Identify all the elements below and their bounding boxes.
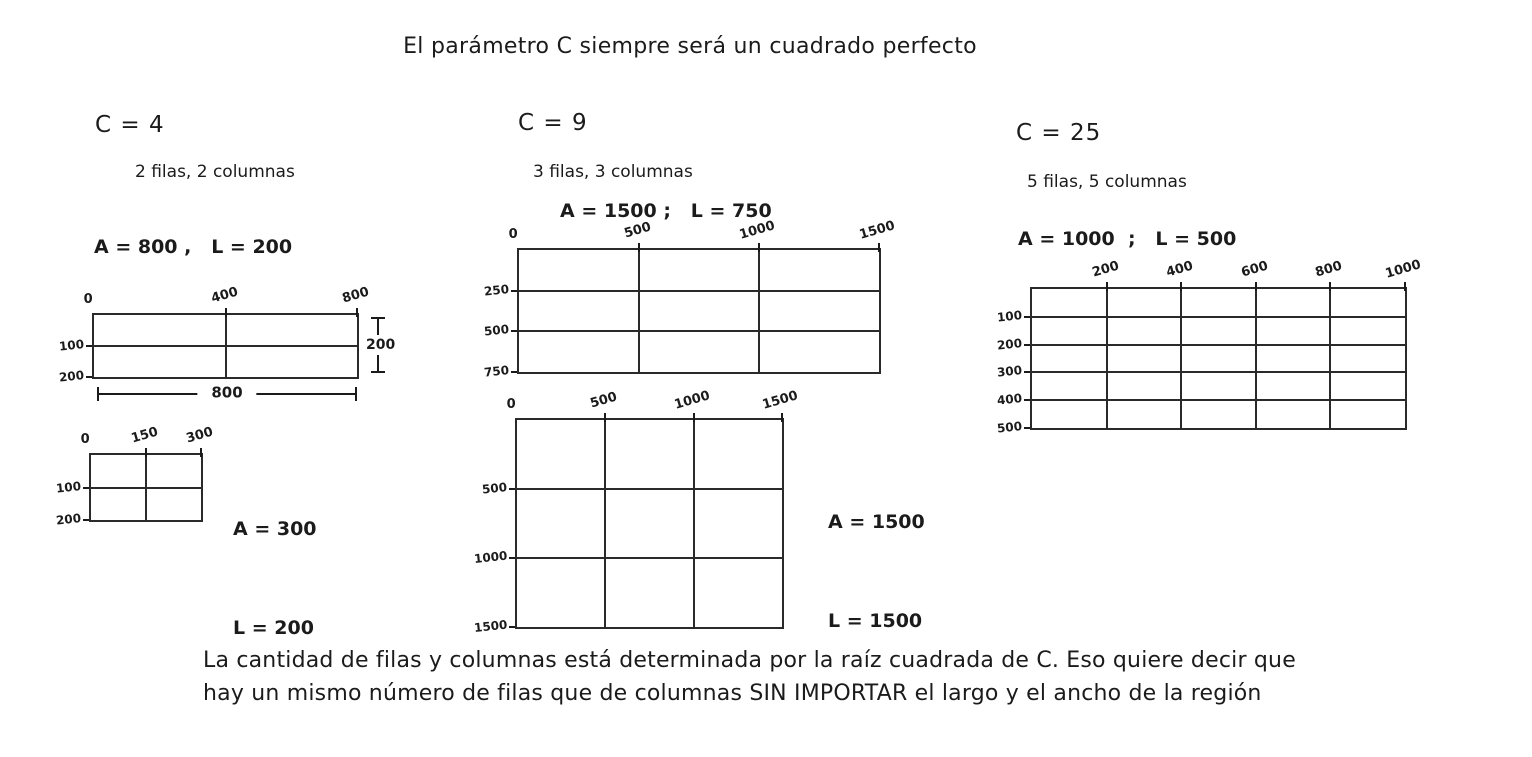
y-axis-tick [83,487,89,489]
grid-c4-small [55,424,215,528]
y-axis-label: 200 [996,335,1023,353]
grid-vline [1106,289,1108,428]
x-axis-label: 400 [1164,258,1195,281]
y-axis-label: 100 [58,337,85,354]
y-axis-tick [511,290,517,292]
x-axis-label: 0 [80,432,90,447]
grid-hline [1032,371,1405,373]
y-axis-tick [1024,399,1030,401]
x-axis-label: 0 [508,227,518,242]
grid-vline [604,420,606,627]
y-axis-tick [1024,427,1030,429]
grid-hline [94,345,357,347]
y-axis-label: 100 [996,307,1023,325]
section-c25-params: A = 1000 ; L = 500 [1018,228,1237,250]
y-axis-tick [1024,371,1030,373]
x-axis-label: 0 [83,292,93,307]
x-axis-label: 1000 [737,218,777,243]
y-axis-label: 1500 [472,617,508,636]
x-axis-label: 0 [506,397,516,412]
annotation-line-l: L = 200 [233,617,314,639]
x-axis-tick [693,413,695,422]
grid-vline [1255,289,1257,428]
section-c9-params: A = 1500 ; L = 750 [560,200,772,222]
grid-hline [519,290,879,292]
y-axis-tick [511,371,517,373]
y-axis-tick [83,519,89,521]
grid-hline [1032,316,1405,318]
grid-vline [758,250,760,372]
grid-c25 [996,257,1423,436]
height-dimension-label: 200 [366,337,396,353]
y-axis-label: 200 [58,368,85,385]
y-axis-tick [509,557,515,559]
grid-hline [1032,399,1405,401]
x-axis-tick [781,413,783,422]
y-axis-label: 500 [996,419,1023,436]
x-axis-tick [758,243,760,252]
bracket-cap [371,371,385,373]
y-axis-label: 200 [55,511,82,528]
y-axis-label: 100 [55,478,82,496]
footer-note [203,644,1296,710]
section-c9-subheading: 3 filas, 3 columnas [533,162,693,182]
grid-vline [693,420,695,627]
x-axis-label: 500 [588,389,620,412]
grid-hline [1032,344,1405,346]
x-axis-tick [638,243,640,252]
section-c4-params: A = 800 , L = 200 [94,236,293,258]
y-axis-label: 300 [996,363,1023,380]
grid-vline [1329,289,1331,428]
x-axis-label: 600 [1239,258,1270,281]
grid-hline [517,488,782,490]
annotation-line-a: A = 1500 [828,511,925,533]
x-axis-tick [1255,282,1257,291]
x-axis-tick [878,243,880,252]
grid-vline [1180,289,1182,428]
width-dimension-bracket [97,383,357,402]
x-axis-tick [145,448,147,457]
bracket-cap [97,387,99,401]
x-axis-label: 300 [184,424,215,447]
annotation-line-l: L = 1500 [828,610,923,632]
x-axis-tick [1106,282,1108,291]
grid-c9-bottom [472,388,800,636]
grid-hline [91,487,201,489]
x-axis-label: 800 [1313,258,1345,281]
bracket-cap [371,317,385,319]
y-axis-tick [511,330,517,332]
grid-vline [638,250,640,372]
section-c4-subheading: 2 filas, 2 columnas [135,162,295,182]
x-axis-label: 500 [622,219,653,242]
section-c4-heading: C = 4 [95,112,165,138]
x-axis-label: 200 [1090,258,1121,281]
x-axis-label: 400 [209,284,240,307]
section-c25-heading: C = 25 [1016,120,1102,146]
y-axis-tick [1024,316,1030,318]
grid-c4-main [58,284,396,402]
x-axis-tick [1180,282,1182,291]
x-axis-tick [225,308,227,317]
y-axis-tick [509,488,515,490]
x-axis-label: 1500 [760,388,800,413]
footer-line-1: La cantidad de filas y columnas está determinada por la raíz cuadrada de C. Eso quiere decir que [203,648,1296,673]
grid-hline [517,557,782,559]
grid-c9-top [483,218,897,380]
grid-hline [519,330,879,332]
section-c9-heading: C = 9 [518,110,588,136]
y-axis-label: 250 [483,281,510,299]
width-dimension-label: 800 [197,384,256,402]
y-axis-tick [86,345,92,347]
y-axis-label: 500 [483,322,510,339]
bracket-cap [355,387,357,401]
x-axis-label: 800 [340,284,371,307]
section-c25-subheading: 5 filas, 5 columnas [1027,172,1187,192]
y-axis-tick [1024,344,1030,346]
x-axis-tick [200,448,202,457]
x-axis-label: 150 [129,424,160,447]
y-axis-label: 500 [481,480,508,497]
y-axis-label: 400 [996,391,1023,408]
annotation-line-a: A = 300 [233,518,317,540]
height-dimension-bracket [366,317,396,373]
y-axis-label: 750 [483,363,510,380]
y-axis-tick [86,376,92,378]
x-axis-tick [604,413,606,422]
x-axis-tick [1404,282,1406,291]
x-axis-label: 1000 [1383,257,1423,282]
x-axis-tick [356,308,358,317]
x-axis-label: 1500 [857,218,897,243]
y-axis-tick [509,626,515,628]
x-axis-tick [1329,282,1331,291]
y-axis-label: 1000 [472,548,508,566]
page-title: El parámetro C siempre será un cuadrado perfecto [403,34,977,59]
footer-line-2: hay un mismo número de filas que de columnas SIN IMPORTAR el largo y el ancho de la región [203,681,1262,706]
x-axis-label: 1000 [672,388,712,413]
